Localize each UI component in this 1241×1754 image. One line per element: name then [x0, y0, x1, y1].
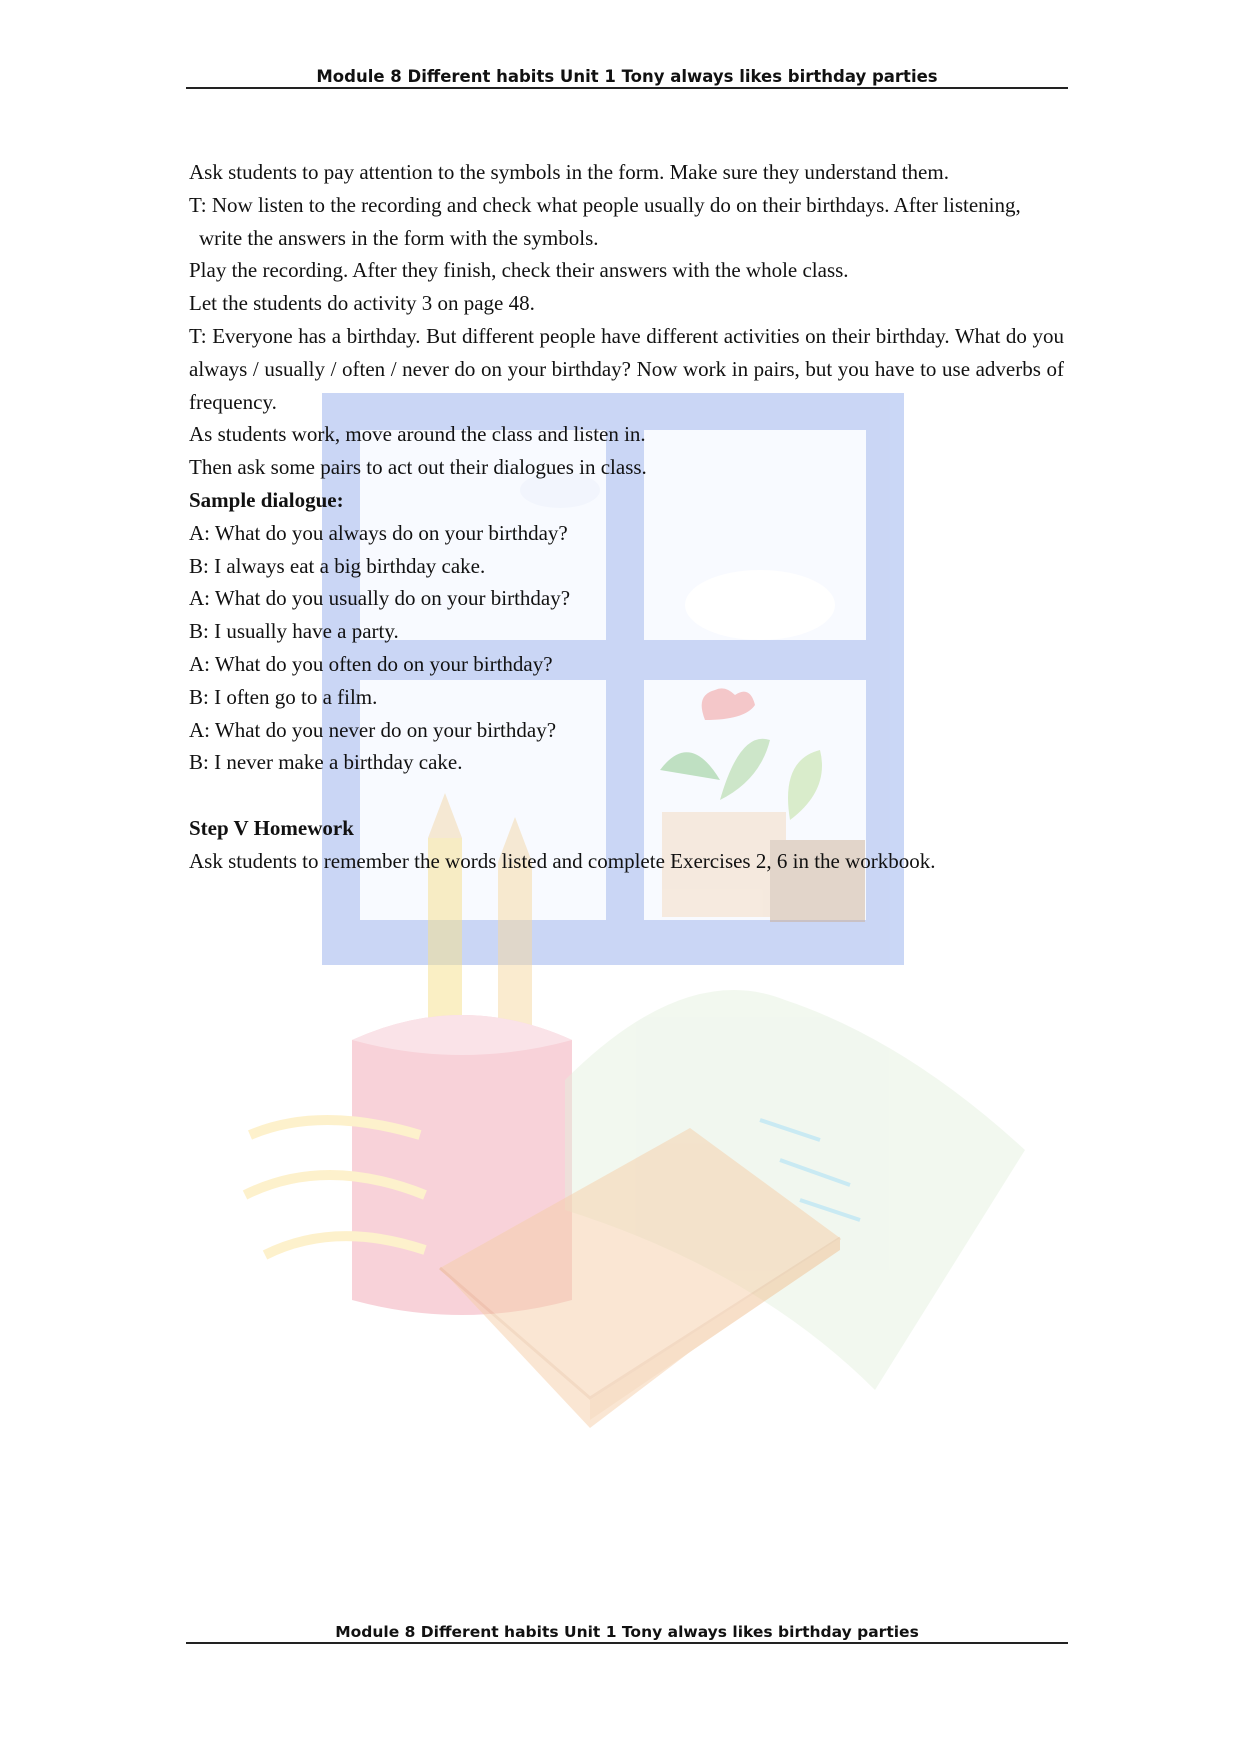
dialogue-line: B: I always eat a big birthday cake.: [189, 553, 486, 578]
homework-heading: Step V Homework: [189, 815, 354, 840]
paragraph: Let the students do activity 3 on page 48.: [189, 291, 535, 316]
dialogue-line: B: I never make a birthday cake.: [189, 750, 463, 775]
homework-text: Ask students to remember the words listed and complete Exercises 2, 6 in the workbook.: [189, 848, 936, 873]
sample-dialogue-heading: Sample dialogue:: [189, 487, 344, 512]
paragraph: write the answers in the form with the symbols.: [199, 225, 599, 250]
spacer: [189, 779, 1064, 812]
dialogue-line: A: What do you always do on your birthday?: [189, 520, 568, 545]
paragraph: Ask students to pay attention to the symbols in the form. Make sure they understand them.: [189, 160, 949, 184]
dialogue-line: A: What do you usually do on your birthday?: [189, 586, 571, 611]
paragraph: T: Now listen to the recording and check what people usually do on their birthdays. After listening,: [189, 192, 1021, 217]
paragraph: Play the recording. After they finish, check their answers with the whole class.: [189, 258, 849, 283]
dialogue-line: A: What do you never do on your birthday?: [189, 717, 557, 742]
paragraph: Then ask some pairs to act out their dialogues in class.: [189, 455, 647, 480]
dialogue-line: A: What do you often do on your birthday?: [189, 651, 553, 676]
dialogue-line: B: I usually have a party.: [189, 619, 399, 644]
dialogue-line: B: I often go to a film.: [189, 684, 378, 709]
page-footer: Module 8 Different habits Unit 1 Tony always likes birthday parties: [186, 1623, 1068, 1644]
paragraph: As students work, move around the class and listen in.: [189, 422, 646, 447]
page-header: Module 8 Different habits Unit 1 Tony always likes birthday parties: [186, 67, 1068, 89]
document-body: [189, 156, 1064, 878]
paragraph: T: Everyone has a birthday. But different people have different activities on their birthday. What do you always / usually / often / never do on your birthday? Now work in pairs, but you have to use adverbs of frequency.: [189, 323, 1064, 414]
